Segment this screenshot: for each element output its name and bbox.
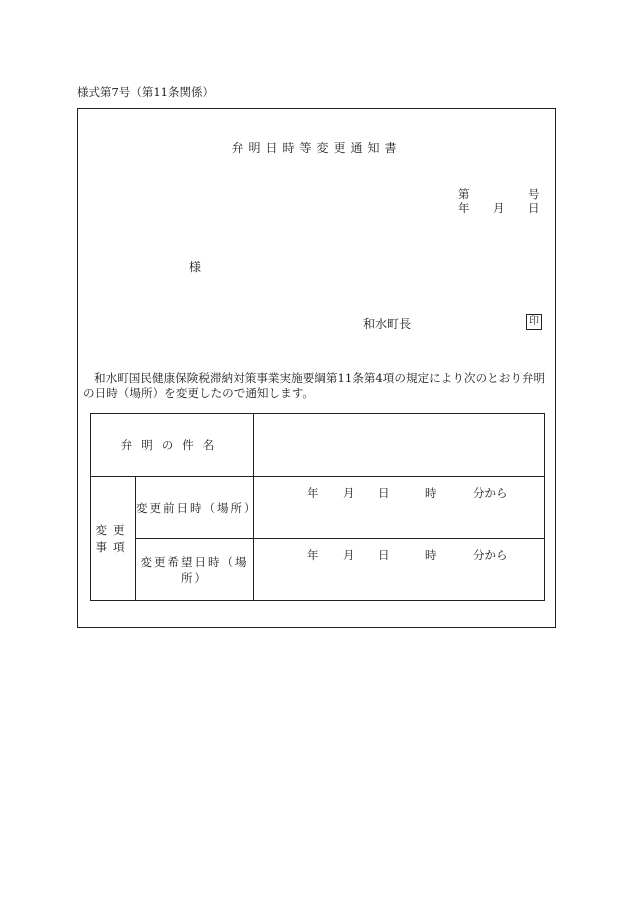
before-day: 日	[378, 486, 390, 500]
requested-change-datetime	[254, 539, 545, 601]
number-suffix: 号	[528, 187, 540, 201]
requested-day: 日	[378, 548, 390, 562]
change-label-line2: 事項	[95, 539, 131, 554]
date-month: 月	[493, 201, 505, 215]
before-year: 年	[307, 486, 319, 500]
date-day: 日	[528, 201, 540, 215]
date-year: 年	[458, 201, 470, 215]
requested-month: 月	[343, 548, 355, 562]
document-date-line	[458, 201, 540, 215]
notice-body-text: 和水町国民健康保険税滞納対策事業実施要綱第11条第4項の規定により次のとおり弁明の日時（場所）を変更したので通知します。	[83, 371, 546, 400]
change-details-table	[90, 413, 545, 601]
before-change-row	[91, 477, 545, 539]
before-month: 月	[343, 486, 355, 500]
subject-value	[254, 414, 545, 477]
number-prefix: 第	[458, 187, 470, 201]
requested-change-label: 変更希望日時（場所）	[136, 539, 254, 601]
requested-change-datetime-line	[254, 547, 544, 561]
requested-minute-from: 分から	[473, 548, 508, 562]
subject-row	[91, 414, 545, 477]
change-items-label	[91, 477, 136, 601]
change-label-line1: 変更	[95, 522, 131, 537]
before-minute-from: 分から	[473, 486, 508, 500]
notice-frame	[77, 108, 556, 628]
sender-title: 和水町長	[363, 317, 412, 331]
requested-year: 年	[307, 548, 319, 562]
before-change-label: 変更前日時（場所）	[136, 477, 254, 539]
subject-label: 弁明の件名	[91, 414, 254, 477]
form-number-label: 様式第7号（第11条関係）	[77, 85, 214, 99]
before-change-datetime	[254, 477, 545, 539]
before-change-datetime-line	[254, 485, 544, 499]
document-number-block	[458, 187, 540, 215]
document-number-line	[458, 187, 540, 201]
before-hour: 時	[425, 486, 437, 500]
seal-mark: 印	[526, 314, 542, 330]
document-title: 弁明日時等変更通知書	[231, 141, 402, 155]
requested-hour: 時	[425, 548, 437, 562]
addressee-suffix: 様	[189, 260, 202, 274]
requested-change-row	[91, 539, 545, 601]
